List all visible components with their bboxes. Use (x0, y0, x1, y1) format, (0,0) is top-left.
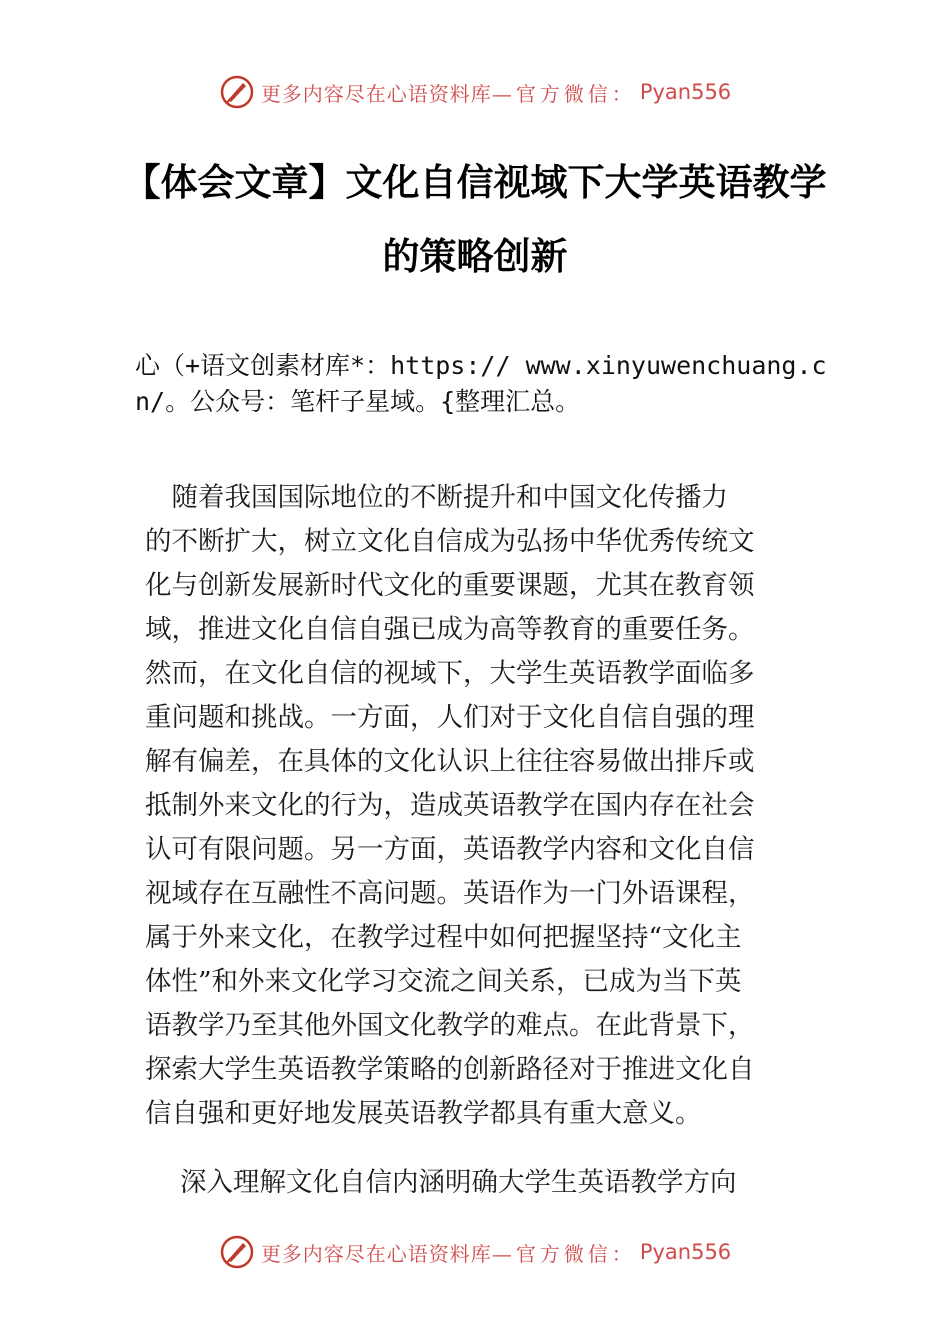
paragraph-line: 语教学乃至其他外国文化教学的难点。在此背景下， (145, 1010, 755, 1041)
quill-pen-logo-icon (219, 74, 255, 110)
paragraph-line: 域，推进文化自信自强已成为高等教育的重要任务。 (145, 614, 755, 645)
source-note: 心（+语文创素材库*：https:// www.xinyuwenchuang.cn/。公众号：笔杆子星域。{整理汇总。 (135, 351, 827, 416)
banner-wechat-id: Pyan556 (639, 1240, 732, 1264)
footer-banner (0, 1232, 950, 1272)
paragraph-line: 探索大学生英语教学策略的创新路径对于推进文化自 (145, 1054, 755, 1085)
paragraph-line: 体性”和外来文化学习交流之间关系，已成为当下英 (145, 966, 742, 997)
document-title-line-1: 【体会文章】文化自信视域下大学英语教学 (123, 161, 827, 204)
paragraph-line: 随着我国国际地位的不断提升和中国文化传播力 (145, 482, 728, 513)
banner-text: 更多内容尽在心语资料库 (260, 1241, 492, 1266)
section-heading: 深入理解文化自信内涵明确大学生英语教学方向 (180, 1167, 737, 1198)
banner-text: 更多内容尽在心语资料库 (260, 81, 492, 106)
paragraph-line: 抵制外来文化的行为，造成英语教学在国内存在社会 (145, 790, 755, 821)
banner-official-label: —官方微信： (491, 81, 636, 106)
paragraph-line: 重问题和挑战。一方面，人们对于文化自信自强的理 (145, 702, 755, 733)
paragraph-line: 认可有限问题。另一方面，英语教学内容和文化自信 (145, 834, 755, 865)
quill-pen-logo-icon (219, 1234, 255, 1270)
paragraph-line: 化与创新发展新时代文化的重要课题，尤其在教育领 (145, 570, 755, 601)
paragraph-line: 的不断扩大，树立文化自信成为弘扬中华优秀传统文 (145, 526, 755, 557)
banner-wechat-id: Pyan556 (639, 80, 732, 104)
paragraph-line: 信自强和更好地发展英语教学都具有重大意义。 (145, 1098, 702, 1129)
banner-official-label: —官方微信： (491, 1241, 636, 1266)
body-paragraph (145, 476, 810, 1136)
document-title-line-2: 的策略创新 (382, 235, 568, 278)
paragraph-line: 属于外来文化，在教学过程中如何把握坚持“文化主 (145, 922, 742, 953)
paragraph-line: 解有偏差，在具体的文化认识上往往容易做出排斥或 (145, 746, 755, 777)
header-banner (0, 72, 950, 112)
paragraph-line: 视域存在互融性不高问题。英语作为一门外语课程， (145, 878, 755, 909)
paragraph-line: 然而，在文化自信的视域下，大学生英语教学面临多 (145, 658, 755, 689)
